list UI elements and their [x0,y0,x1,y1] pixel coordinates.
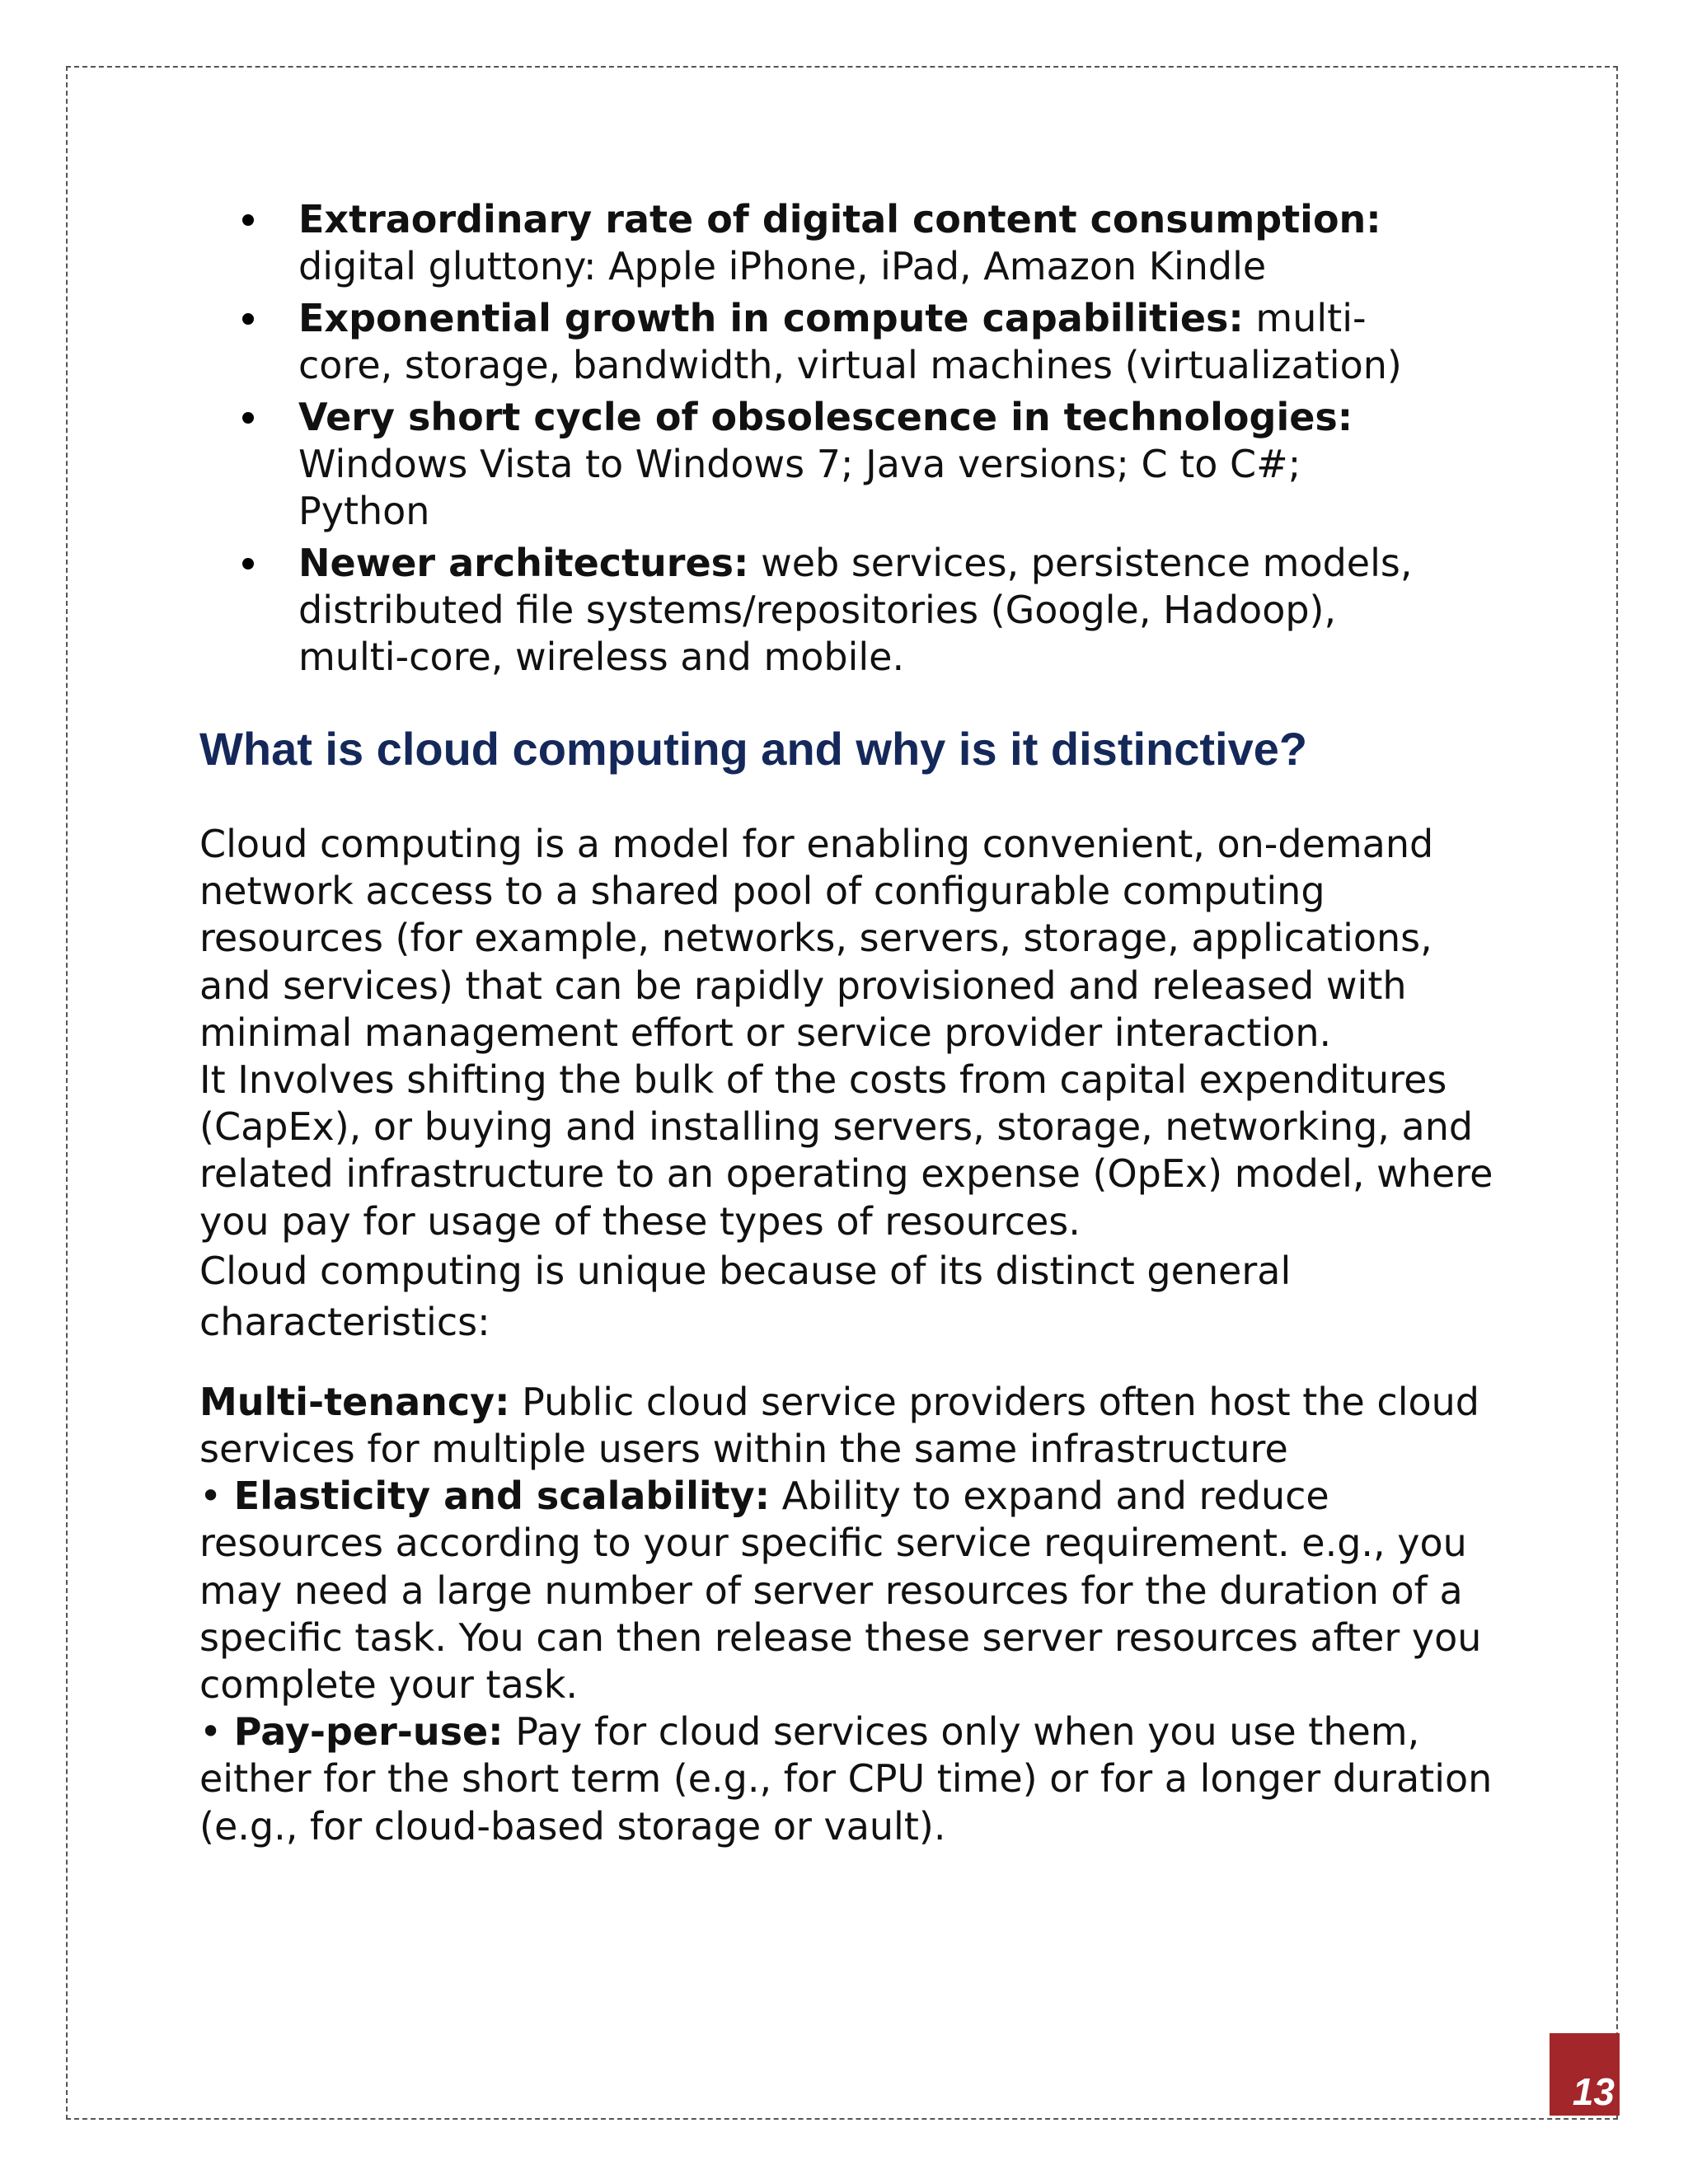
section-body [199,821,1502,1850]
list-item [199,394,1436,535]
capex-opex-paragraph: It Involves shifting the bulk of the costs from capital expenditures (CapEx), or buying and installing servers, storage, networking, and related infrastructure to an operating expense (OpEx) model, where you pay for usage of these types of resources. [199,1057,1493,1244]
bullet-text: multi-core, storage, bandwidth, virtual machines (virtualization) [298,296,1402,387]
characteristics-intro: Cloud computing is unique because of its distinct general characteristics: [199,1248,1292,1344]
pay-per-use-text: Pay for cloud services only when you use them, either for the short term (e.g., for CPU time) or for a longer duration (e.g., for cloud-based storage or vault). [199,1709,1493,1849]
multi-tenancy-item [199,1379,1502,1473]
bullet-icon [242,313,254,325]
list-item [199,540,1436,681]
elasticity-text: Ability to expand and reduce resources according to your specific service requirement. e.g., you may need a large number of server resources for the duration of a specific task. You can then release these server resources after you complete your task. [199,1474,1482,1708]
pay-per-use-item [199,1708,1502,1850]
section-heading: What is cloud computing and why is it distinctive? [199,723,1308,775]
bullet-term: Newer architectures: [298,541,749,585]
bullet-text: digital gluttony: Apple iPhone, iPad, Amazon Kindle [298,244,1267,288]
page-number-badge: 13 [1550,2033,1620,2116]
elasticity-term: Elasticity and scalability: [233,1474,770,1519]
bullet-term: Very short cycle of obsolescence in technologies: [298,395,1353,439]
multi-tenancy-term: Multi-tenancy: [199,1379,510,1424]
trends-bullet-list [199,196,1436,686]
bullet-term: Exponential growth in compute capabilities: [298,296,1244,340]
definition-paragraph: Cloud computing is a model for enabling convenient, on-demand network access to a shared pool of configurable computing resources (for example, networks, servers, storage, applications, and services) that can be rapidly provisioned and released with minimal management effort or service provider interaction. [199,822,1434,1055]
list-item [199,295,1436,389]
bullet-icon: • [199,1474,223,1519]
multi-tenancy-text: Public cloud service providers often host the cloud services for multiple users within the same infrastructure [199,1379,1479,1472]
bullet-icon [242,558,254,569]
bullet-text: Windows Vista to Windows 7; Java versions; C to C#; Python [298,442,1301,533]
list-item [199,196,1436,290]
elasticity-item [199,1473,1502,1708]
bullet-text: web services, persistence models, distributed file systems/repositories (Google, Hadoop), multi-core, wireless and mobile. [298,541,1413,679]
bullet-icon [242,214,254,226]
bullet-icon: • [199,1709,223,1755]
bullet-term: Extraordinary rate of digital content consumption: [298,197,1381,241]
bullet-icon [242,412,254,424]
pay-per-use-term: Pay-per-use: [233,1709,504,1755]
